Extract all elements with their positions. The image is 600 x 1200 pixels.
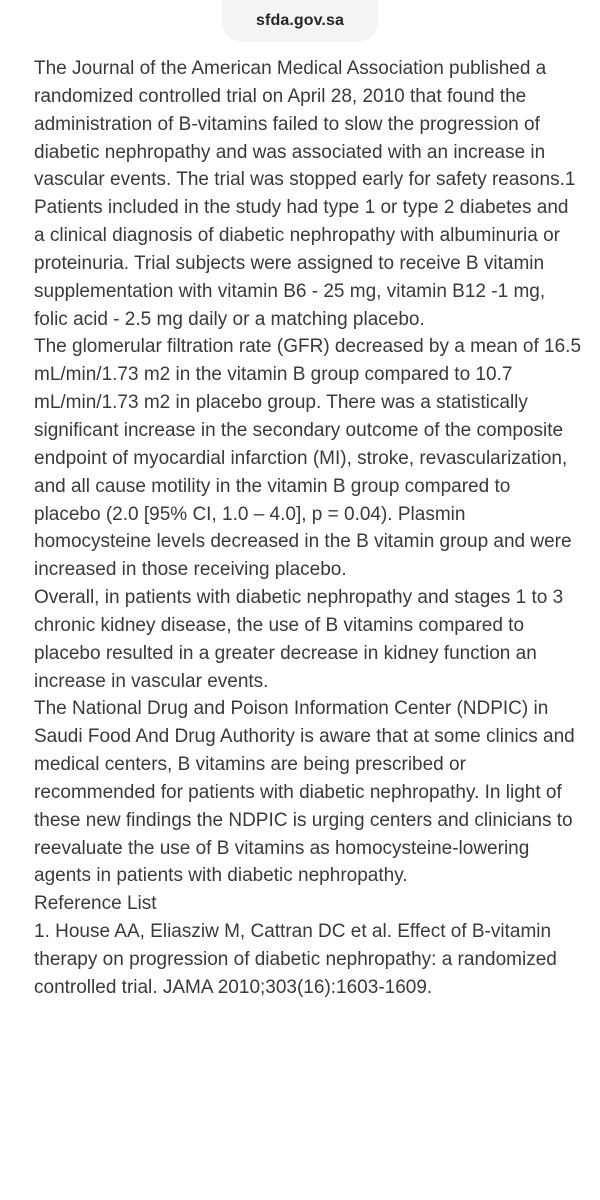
article-paragraph: The Journal of the American Medical Association published a randomized controlled trial on April 28, 2010 that found the administration of B-vitamins failed to slow the progression of diabetic nephropathy and was associated with an increase in vascular events. The trial was stopped early for safety reasons.1 (34, 58, 576, 191)
article-body (34, 55, 582, 1002)
url-text: sfda.gov.sa (256, 12, 344, 29)
address-bar[interactable] (222, 0, 378, 42)
reference-item: 1. House AA, Eliasziw M, Cattran DC et al. Effect of B-vitamin therapy on progression of diabetic nephropathy: a randomized controlled trial. JAMA 2010;303(16):1603-1609. (34, 921, 557, 998)
article-paragraph: The glomerular filtration rate (GFR) decreased by a mean of 16.5 mL/min/1.73 m2 in the vitamin B group compared to 10.7 mL/min/1.73 m2 in placebo group. There was a statistically significant increase in the secondary outcome of the composite endpoint of myocardial infarction (MI), stroke, revascularization, and all cause motility in the vitamin B group compared to placebo (2.0 [95% CI, 1.0 – 4.0], p = 0.04). Plasmin homocysteine levels decreased in the B vitamin group and were increased in those receiving placebo. (34, 336, 582, 581)
article-paragraph: Patients included in the study had type 1 or type 2 diabetes and a clinical diagnosis of diabetic nephropathy with albuminuria or proteinuria. Trial subjects were assigned to receive B vitamin supplementation with vitamin B6 - 25 mg, vitamin B12 -1 mg, folic acid - 2.5 mg daily or a matching placebo. (34, 197, 569, 330)
browser-top-bar (0, 0, 600, 48)
bottom-bar (0, 1186, 600, 1200)
reference-heading: Reference List (34, 893, 157, 915)
article-paragraph: Overall, in patients with diabetic nephropathy and stages 1 to 3 chronic kidney disease, the use of B vitamins compared to placebo resulted in a greater decrease in kidney function an increase in vascular events. (34, 587, 564, 692)
article-paragraph: The National Drug and Poison Information Center (NDPIC) in Saudi Food And Drug Authority is aware that at some clinics and medical centers, B vitamins are being prescribed or recommended for patients with diabetic nephropathy. In light of these new findings the NDPIC is urging centers and clinicians to reevaluate the use of B vitamins as homocysteine-lowering agents in patients with diabetic nephropathy. (34, 698, 575, 887)
